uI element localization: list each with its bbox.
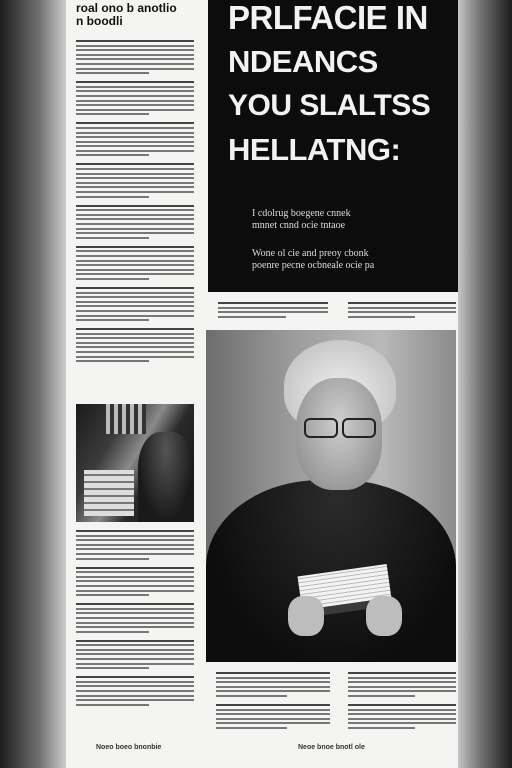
text-line xyxy=(76,182,194,184)
deck-2-line1: Wone ol cie and preoy cbonk xyxy=(252,248,369,259)
text-line xyxy=(76,132,194,134)
text-line xyxy=(76,690,194,692)
text-line xyxy=(76,315,194,317)
text-line xyxy=(76,663,194,665)
text-line xyxy=(76,310,194,312)
text-line xyxy=(76,273,194,275)
text-line xyxy=(76,127,194,129)
text-line xyxy=(76,603,194,605)
deck-paragraph-1 xyxy=(252,208,452,232)
text-line xyxy=(76,49,194,51)
text-line xyxy=(76,223,194,225)
text-line xyxy=(76,141,194,143)
text-line xyxy=(76,260,194,262)
text-line xyxy=(76,530,194,532)
text-line xyxy=(76,100,194,102)
text-paragraph xyxy=(76,328,194,362)
text-line xyxy=(76,186,194,188)
deck-paragraph-2 xyxy=(252,248,452,272)
text-paragraph xyxy=(76,287,194,321)
text-line xyxy=(76,81,194,83)
text-line xyxy=(76,695,194,697)
text-line xyxy=(76,667,149,669)
text-line xyxy=(76,658,194,660)
text-line xyxy=(76,228,194,230)
text-paragraph xyxy=(76,676,194,706)
headline-line1: PRLFACIE IN xyxy=(228,0,428,36)
small-photo xyxy=(76,404,194,522)
text-line xyxy=(216,672,330,674)
text-line xyxy=(76,264,194,266)
text-line xyxy=(348,672,456,674)
text-line xyxy=(76,136,194,138)
text-paragraph xyxy=(76,122,194,156)
text-line xyxy=(76,301,194,303)
text-line xyxy=(76,237,149,239)
bottom-column-2 xyxy=(348,672,456,736)
left-column-text-bottom xyxy=(76,530,194,713)
text-paragraph xyxy=(76,81,194,115)
text-line xyxy=(76,553,194,555)
footer-left: Noeo boeo bnonbie xyxy=(96,744,162,751)
text-line xyxy=(218,307,328,309)
text-line xyxy=(348,709,456,711)
text-line xyxy=(76,58,194,60)
photo-shelf xyxy=(106,404,146,434)
text-line xyxy=(216,718,330,720)
text-line xyxy=(216,695,287,697)
text-line xyxy=(76,356,194,358)
photo-papers xyxy=(84,470,134,516)
text-line xyxy=(76,346,194,348)
text-line xyxy=(76,305,194,307)
text-line xyxy=(76,145,194,147)
text-line xyxy=(216,686,330,688)
text-line xyxy=(348,302,456,304)
text-line xyxy=(216,722,330,724)
text-line xyxy=(76,246,194,248)
text-line xyxy=(348,713,456,715)
text-line xyxy=(76,177,194,179)
text-line xyxy=(348,307,456,309)
text-line xyxy=(76,163,194,165)
text-line xyxy=(348,316,415,318)
text-paragraph xyxy=(348,672,456,697)
deck-2-line2: poenre pecne ocbneale ocie pa xyxy=(252,260,375,271)
footer-right: Neoe bnoe bnotl ole xyxy=(298,744,365,751)
text-line xyxy=(76,337,194,339)
photo-hand-right xyxy=(366,596,402,636)
text-line xyxy=(76,218,194,220)
text-line xyxy=(76,191,194,193)
text-line xyxy=(76,154,149,156)
text-line xyxy=(76,328,194,330)
text-line xyxy=(76,214,194,216)
text-line xyxy=(76,590,194,592)
text-paragraph xyxy=(216,672,330,697)
text-line xyxy=(76,699,194,701)
headline-line4: HELLATNG: xyxy=(228,132,401,167)
text-line xyxy=(216,709,330,711)
text-line xyxy=(76,109,194,111)
text-paragraph xyxy=(76,603,194,633)
text-line xyxy=(348,311,456,313)
text-line xyxy=(348,704,456,706)
caption-left xyxy=(218,302,328,324)
text-line xyxy=(76,567,194,569)
text-line xyxy=(76,576,194,578)
left-column-headline xyxy=(76,2,196,28)
text-line xyxy=(216,727,287,729)
text-paragraph xyxy=(218,302,328,318)
text-line xyxy=(76,580,194,582)
text-line xyxy=(76,585,194,587)
text-paragraph xyxy=(76,640,194,670)
text-line xyxy=(76,250,194,252)
bottom-column-1 xyxy=(216,672,330,736)
text-paragraph xyxy=(76,163,194,197)
text-line xyxy=(76,640,194,642)
headline-line3: YOU SLALTSS xyxy=(228,89,431,122)
text-paragraph xyxy=(76,205,194,239)
text-line xyxy=(76,205,194,207)
text-line xyxy=(76,168,194,170)
photo-figure xyxy=(138,432,194,522)
text-paragraph xyxy=(216,704,330,729)
text-line xyxy=(348,722,456,724)
page-shadow-right xyxy=(452,0,512,768)
text-line xyxy=(348,718,456,720)
text-line xyxy=(76,90,194,92)
text-line xyxy=(76,296,194,298)
text-line xyxy=(76,333,194,335)
text-paragraph xyxy=(76,40,194,74)
text-line xyxy=(76,360,149,362)
text-line xyxy=(76,548,194,550)
text-line xyxy=(216,690,330,692)
text-line xyxy=(348,690,456,692)
text-line xyxy=(76,287,194,289)
text-line xyxy=(216,704,330,706)
text-line xyxy=(76,209,194,211)
text-line xyxy=(76,704,149,706)
text-line xyxy=(76,292,194,294)
headline-block xyxy=(208,0,458,292)
text-line xyxy=(76,571,194,573)
text-line xyxy=(76,63,194,65)
deck-1-line1: I cdolrug boegene cnnek xyxy=(252,208,351,219)
text-line xyxy=(76,612,194,614)
text-line xyxy=(76,649,194,651)
text-line xyxy=(76,173,194,175)
text-line xyxy=(76,45,194,47)
text-paragraph xyxy=(348,704,456,729)
text-line xyxy=(76,594,149,596)
text-line xyxy=(76,95,194,97)
text-line xyxy=(76,150,194,152)
text-line xyxy=(76,626,194,628)
left-headline-line2: n boodli xyxy=(76,14,123,28)
text-line xyxy=(76,278,149,280)
text-line xyxy=(76,269,194,271)
text-line xyxy=(76,255,194,257)
text-line xyxy=(348,686,456,688)
text-line xyxy=(348,695,415,697)
text-line xyxy=(216,681,330,683)
text-line xyxy=(76,196,149,198)
text-line xyxy=(76,644,194,646)
text-line xyxy=(76,319,149,321)
text-line xyxy=(76,54,194,56)
text-line xyxy=(76,535,194,537)
text-line xyxy=(76,113,149,115)
text-line xyxy=(76,558,149,560)
glasses-left-lens xyxy=(304,418,338,438)
headline-line2: NDEANCS xyxy=(228,44,378,79)
text-line xyxy=(76,544,194,546)
text-line xyxy=(76,681,194,683)
text-line xyxy=(76,104,194,106)
photo-hand-left xyxy=(288,596,324,636)
text-paragraph xyxy=(348,302,456,318)
text-line xyxy=(76,676,194,678)
text-line xyxy=(76,68,194,70)
text-line xyxy=(348,681,456,683)
text-line xyxy=(76,622,194,624)
text-line xyxy=(76,351,194,353)
text-line xyxy=(218,302,328,304)
text-paragraph xyxy=(76,246,194,280)
text-line xyxy=(76,617,194,619)
text-line xyxy=(76,342,194,344)
text-line xyxy=(76,122,194,124)
left-headline-line1: roal ono b anotlio xyxy=(76,1,177,15)
glasses-right-lens xyxy=(342,418,376,438)
text-paragraph xyxy=(76,530,194,560)
text-line xyxy=(76,608,194,610)
text-line xyxy=(348,727,415,729)
main-photo xyxy=(206,330,456,662)
text-line xyxy=(216,677,330,679)
newspaper-page xyxy=(66,0,458,768)
text-line xyxy=(76,653,194,655)
text-line xyxy=(76,631,149,633)
caption-right xyxy=(348,302,456,324)
text-line xyxy=(76,72,149,74)
text-line xyxy=(76,86,194,88)
text-line xyxy=(76,685,194,687)
page-shadow-left xyxy=(0,0,70,768)
text-line xyxy=(76,40,194,42)
text-line xyxy=(348,677,456,679)
main-headline xyxy=(228,0,458,172)
text-line xyxy=(218,316,286,318)
left-column-text-top xyxy=(76,40,194,369)
text-paragraph xyxy=(76,567,194,597)
text-line xyxy=(216,713,330,715)
text-line xyxy=(218,311,328,313)
text-line xyxy=(76,232,194,234)
deck-1-line2: mnnet cnnd ocie tntaoe xyxy=(252,220,346,231)
text-line xyxy=(76,539,194,541)
